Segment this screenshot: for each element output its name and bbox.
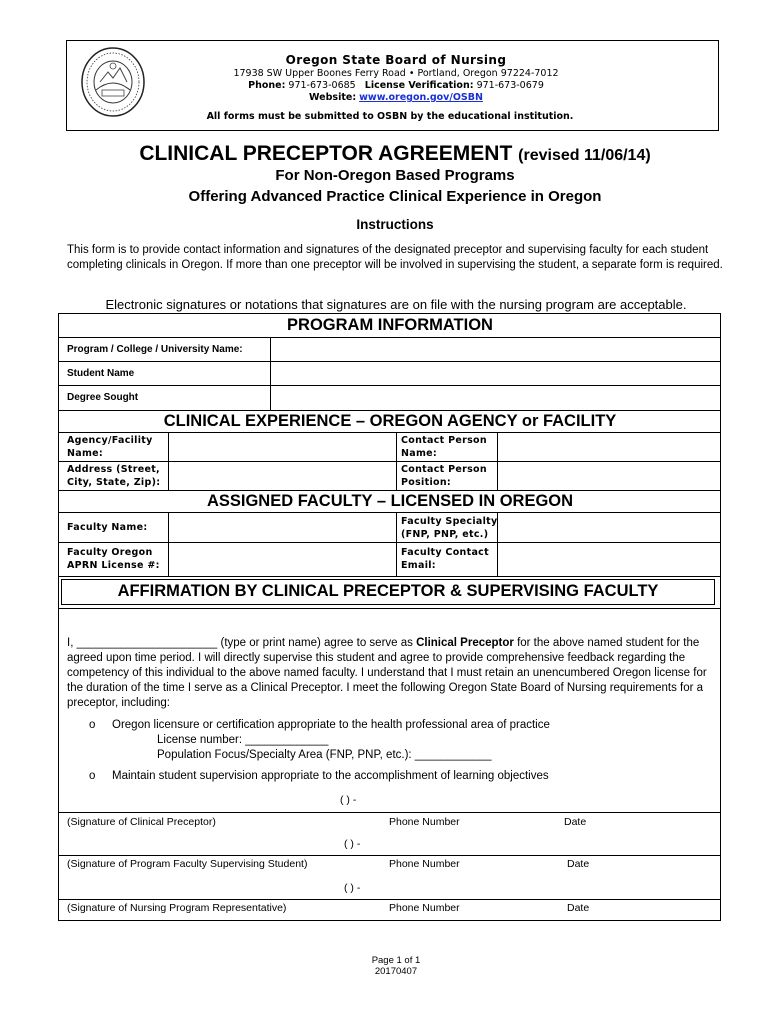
affirmation-heading: AFFIRMATION BY CLINICAL PRECEPTOR & SUPERVISING FACULTY [117,582,659,600]
sig-program-rep-phone-label: Phone Number [389,902,460,914]
subtitle-2: Offering Advanced Practice Clinical Experience in Oregon [188,188,602,205]
program-name-field[interactable] [272,339,718,359]
faculty-specialty-label: Faculty Specialty (FNP, PNP, etc.) [401,516,498,540]
sig-program-rep-field[interactable] [60,879,360,897]
student-name-label: Student Name [67,368,135,379]
phone-label: Phone: [248,80,286,91]
agency-name-label: Agency/Facility Name: [67,435,153,459]
divider [58,410,721,411]
divider [58,512,721,513]
agency-name-field[interactable] [170,434,394,459]
divider [58,432,721,433]
contact-name-field[interactable] [499,434,717,459]
sig-faculty-phone-label: Phone Number [389,858,460,870]
license-label: License Verification: [364,80,474,91]
intro-paragraph: This form is to provide contact information and signatures of the designated preceptor and supervising faculty for each student completing clinicals in Oregon. If more than one preceptor will be involved in supervising the student, a separate form is required. [67,244,723,271]
faculty-name-label: Faculty Name: [67,522,148,533]
submission-notice: All forms must be submitted to OSBN by the educational institution. [206,111,574,122]
divider [396,512,397,576]
faculty-email-field[interactable] [499,544,717,574]
faculty-email-label: Faculty Contact Email: [401,547,489,571]
program-section-heading: PROGRAM INFORMATION [287,316,493,334]
title-revised: (revised 11/06/14) [518,147,651,164]
contact-position-label: Contact Person Position: [401,464,487,488]
website-link[interactable]: www.oregon.gov/OSBN [359,92,483,103]
contact-name-label: Contact Person Name: [401,435,487,459]
divider [58,361,721,362]
divider [270,337,271,410]
faculty-license-label: Faculty Oregon APRN License #: [67,547,160,571]
sig-program-rep-label: (Signature of Nursing Program Representative) [67,902,287,914]
page-title [0,142,770,166]
signature-line [58,855,721,856]
bullet-licensure: Oregon licensure or certification appropriate to the health professional area of practice [112,719,550,731]
student-name-field[interactable] [272,363,718,383]
document-code: 20170407 [374,966,418,977]
esignature-note: Electronic signatures or notations that signatures are on file with the nursing program are acceptable. [105,297,687,312]
divider [58,576,721,577]
website-label: Website: [309,92,357,103]
clinical-section-heading: CLINICAL EXPERIENCE – OREGON AGENCY or FACILITY [163,412,617,430]
signature-line [58,812,721,813]
bullet-glyph: o [89,770,96,782]
sig-preceptor-label: (Signature of Clinical Preceptor) [67,816,216,828]
signature-line [58,899,721,900]
title-main: CLINICAL PRECEPTOR AGREEMENT [139,142,513,165]
faculty-license-field[interactable] [170,544,394,574]
phone-blank: ( ) - [344,838,361,850]
bullet-supervision: Maintain student supervision appropriate to the accomplishment of learning objectives [112,770,549,782]
divider [58,337,721,338]
subtitle-1: For Non-Oregon Based Programs [275,167,515,184]
board-phones [146,80,646,91]
phone-number: 971-673-0685 [288,80,356,91]
page-number: Page 1 of 1 [371,955,421,966]
affirmation-paragraph: I, ______________________ (type or print name) agree to serve as Clinical Preceptor for the above named student for the agreed upon time period. I will directly supervise this student and agree to provide comprehensive feedback regarding the competency of this individual to the above named faculty. I understand that I must retain an unencumbered Oregon license for the duration of the time I serve as a Clinical Preceptor. I meet the following Oregon State Board of Nursing requirements for a preceptor, including: [67,637,707,709]
divider [58,542,721,543]
board-name: Oregon State Board of Nursing [285,53,507,67]
phone-blank: ( ) - [340,794,357,806]
license-number-line[interactable]: License number: _____________ [157,734,329,746]
program-name-label: Program / College / University Name: [67,344,243,355]
faculty-name-field[interactable] [170,514,394,540]
divider [168,512,169,576]
sig-faculty-date-label: Date [567,858,590,870]
bullet-glyph: o [89,719,96,731]
divider [58,385,721,386]
sig-preceptor-phone-label: Phone Number [389,816,460,828]
contact-position-field[interactable] [499,463,717,488]
instructions-heading: Instructions [356,217,434,232]
divider [58,608,721,609]
divider [58,490,721,491]
population-focus-line[interactable]: Population Focus/Specialty Area (FNP, PNP, etc.): ____________ [157,749,492,761]
address-label: Address (Street, City, State, Zip): [67,464,161,488]
sig-preceptor-date-label: Date [564,816,587,828]
state-seal-icon [80,46,146,118]
degree-sought-label: Degree Sought [67,392,139,403]
address-field[interactable] [170,463,394,488]
sig-program-rep-date-label: Date [567,902,590,914]
sig-preceptor-field[interactable] [60,792,360,810]
phone-blank: ( ) - [344,882,361,894]
degree-sought-field[interactable] [272,387,718,408]
divider [58,461,721,462]
license-phone: 971-673-0679 [476,80,544,91]
faculty-section-heading: ASSIGNED FACULTY – LICENSED IN OREGON [206,492,574,510]
board-website [146,92,646,103]
board-address: 17938 SW Upper Boones Ferry Road • Portland, Oregon 97224-7012 [233,68,559,79]
sig-faculty-label: (Signature of Program Faculty Supervising Student) [67,858,308,870]
sig-faculty-field[interactable] [60,835,360,853]
faculty-specialty-field[interactable] [499,514,717,540]
